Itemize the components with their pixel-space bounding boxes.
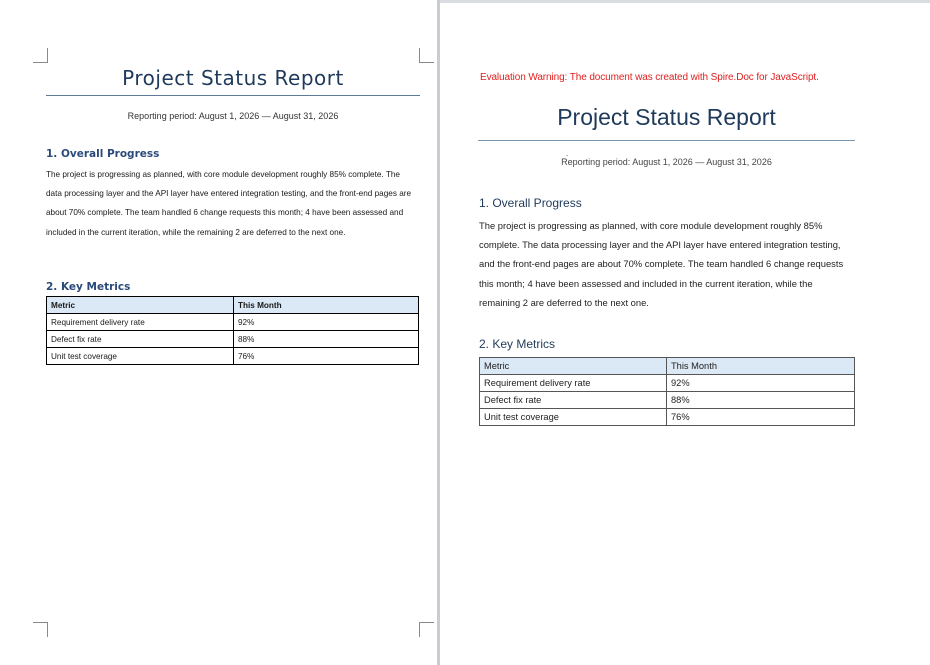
right-document-page <box>440 0 930 665</box>
table-header-cell: Metric <box>480 358 667 375</box>
table-header-cell: This Month <box>234 297 419 314</box>
table-row <box>47 331 419 348</box>
key-metrics-table <box>479 357 855 426</box>
table-cell: Defect fix rate <box>480 392 667 409</box>
document-title: Project Status Report <box>122 66 344 90</box>
reporting-period: Reporting period: August 1, 2026 — August 31, 2026 <box>127 111 339 121</box>
key-metrics-table <box>46 296 419 365</box>
section-heading-overall-progress: 1. Overall Progress <box>46 148 160 160</box>
table-cell: 76% <box>667 409 855 426</box>
table-header-cell: Metric <box>47 297 234 314</box>
table-cell: Unit test coverage <box>480 409 667 426</box>
table-header-cell: This Month <box>667 358 855 375</box>
table-header-row <box>480 358 855 375</box>
table-cell: 88% <box>667 392 855 409</box>
document-title: Project Status Report <box>557 104 776 130</box>
title-underline <box>46 95 420 96</box>
overall-progress-paragraph: The project is progressing as planned, with core module development roughly 85% complete. The data processing layer and the API layer have entered integration testing, and the front-end pages are about 70% complete. The team handled 6 change requests this month; 4 have been assessed and included in the current iteration, while the remaining 2 are deferred to the next one. <box>479 220 844 308</box>
title-underline <box>478 140 855 141</box>
section-heading-overall-progress: 1. Overall Progress <box>479 196 582 210</box>
crop-mark-top-left <box>33 48 48 63</box>
stray-dot: . <box>566 149 569 158</box>
table-header-row <box>47 297 419 314</box>
section-heading-key-metrics: 2. Key Metrics <box>46 281 131 293</box>
table-cell: 76% <box>234 348 419 365</box>
table-row <box>47 314 419 331</box>
table-cell: 88% <box>234 331 419 348</box>
evaluation-warning: Evaluation Warning: The document was created with Spire.Doc for JavaScript. <box>480 72 819 83</box>
section-heading-key-metrics: 2. Key Metrics <box>479 337 556 351</box>
table-cell: Requirement delivery rate <box>480 375 667 392</box>
reporting-period: Reporting period: August 1, 2026 — August 31, 2026 <box>561 157 772 167</box>
table-row <box>480 392 855 409</box>
table-cell: 92% <box>234 314 419 331</box>
overall-progress-paragraph: The project is progressing as planned, with core module development roughly 85% complete. The data processing layer and the API layer have entered integration testing, and the front-end pages are about 70% complete. The team handled 6 change requests this month; 4 have been assessed and included in the current iteration, while the remaining 2 are deferred to the next one. <box>46 170 412 237</box>
crop-mark-top-right <box>419 48 434 63</box>
crop-mark-bottom-left <box>33 622 48 637</box>
table-row <box>47 348 419 365</box>
table-cell: 92% <box>667 375 855 392</box>
table-row <box>480 409 855 426</box>
table-cell: Requirement delivery rate <box>47 314 234 331</box>
crop-mark-bottom-right <box>419 622 434 637</box>
table-row <box>480 375 855 392</box>
table-cell: Unit test coverage <box>47 348 234 365</box>
table-cell: Defect fix rate <box>47 331 234 348</box>
left-document-page <box>0 0 437 665</box>
